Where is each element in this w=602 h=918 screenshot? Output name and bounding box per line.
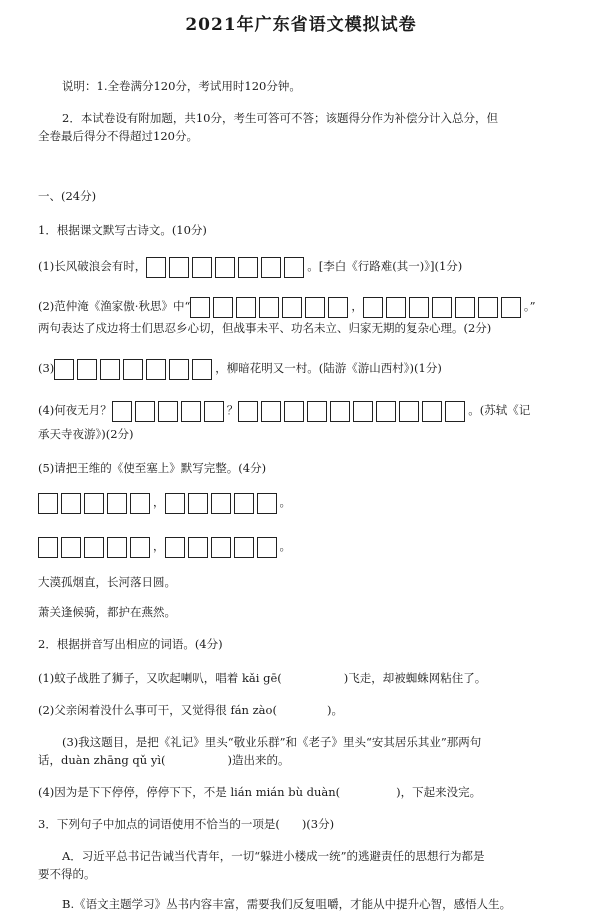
answer-boxes[interactable] [238,401,468,422]
answer-box[interactable] [84,493,104,514]
answer-box[interactable] [165,493,185,514]
answer-box[interactable] [100,359,120,380]
q1-4-middle: ？ [226,403,239,417]
period: 。 [279,495,291,509]
answer-box[interactable] [422,401,442,422]
q3-prefix: 3．下列句子中加点的词语使用不恰当的一项是( [38,817,280,831]
answer-boxes[interactable] [363,297,524,318]
answer-box[interactable] [130,493,150,514]
answer-box[interactable] [307,401,327,422]
answer-box[interactable] [238,401,258,422]
answer-box[interactable] [478,297,498,318]
q2-3-prefix: 话，duàn zhāng qǔ yì( [38,753,166,767]
answer-box[interactable] [215,257,235,278]
answer-box[interactable] [330,401,350,422]
answer-box[interactable] [328,297,348,318]
answer-box[interactable] [130,537,150,558]
answer-box[interactable] [234,493,254,514]
q2-4-prefix: (4)因为是下下停停，停停下下，不是 lián mián bù duàn( [38,785,341,799]
answer-box[interactable] [282,297,302,318]
page-title: 2021年广东省语文模拟试卷 [185,15,417,35]
answer-boxes[interactable] [190,297,351,318]
option-a-line-2: 要不得的。 [38,867,96,881]
answer-box[interactable] [236,297,256,318]
answer-box[interactable] [123,359,143,380]
answer-box[interactable] [169,257,189,278]
q1-2-suffix: 。” [523,299,536,313]
answer-box[interactable] [211,537,231,558]
answer-box[interactable] [38,493,58,514]
answer-box[interactable] [181,401,201,422]
instructions-line-1: 说明：1.全卷满分120分，考试用时120分钟。 [62,79,301,93]
q1-1-prefix: (1)长风破浪会有时， [38,259,147,273]
comma: ， [153,539,165,553]
answer-box[interactable] [188,493,208,514]
answer-box[interactable] [284,257,304,278]
answer-box[interactable] [386,297,406,318]
answer-box[interactable] [169,359,189,380]
comma: ， [153,495,165,509]
q2-4 [38,784,481,800]
poem-line-3: 大漠孤烟直，长河落日圆。 [38,575,176,589]
answer-box[interactable] [501,297,521,318]
answer-box[interactable] [353,401,373,422]
q1-3-prefix: (3) [38,361,55,375]
answer-box[interactable] [107,537,127,558]
instructions-line-2: 2．本试卷设有附加题，共10分，考生可答可不答；该题得分作为补偿分计入总分，但 [62,111,498,125]
q1-5: (5)请把王维的《使至塞上》默写完整。(4分) [38,461,267,475]
answer-box[interactable] [107,493,127,514]
answer-box[interactable] [146,257,166,278]
answer-box[interactable] [135,401,155,422]
answer-box[interactable] [213,297,233,318]
answer-box[interactable] [112,401,132,422]
q1-4-suffix: 。(苏轼《记 [468,403,531,417]
q2-2 [38,702,343,718]
q1-4-prefix: (4)何夜无月？ [38,403,112,417]
q2-4-suffix: )，下起来没完。 [396,785,482,799]
q1-2-line-2: 两句表达了戍边将士们思忍乡心切，但战事未平、功名未立、归家无期的复杂心理。(2分) [38,321,492,335]
answer-box[interactable] [146,359,166,380]
answer-box[interactable] [192,257,212,278]
answer-boxes[interactable] [146,257,307,278]
answer-box[interactable] [234,537,254,558]
q1-4-line-2: 承天寺夜游》)(2分) [38,427,134,441]
answer-box[interactable] [211,493,231,514]
option-b: B.《语文主题学习》丛书内容丰富，需要我们反复咀嚼，才能从中提升心智，感悟人生。 [62,897,512,911]
q2-3-line-1: (3)我这题目，是把《礼记》里头“敬业乐群”和《老子》里头“安其居乐其业”那两句 [62,735,482,749]
answer-box[interactable] [376,401,396,422]
answer-box[interactable] [399,401,419,422]
answer-box[interactable] [54,359,74,380]
q1-1-suffix: 。[李白《行路难(其一)》](1分) [307,259,463,273]
instructions-line-3: 全卷最后得分不得超过120分。 [38,129,198,143]
period: 。 [279,539,291,553]
q1-2-prefix: (2)范仲淹《渔家傲·秋思》中“ [38,299,191,313]
answer-box[interactable] [238,257,258,278]
option-a-line-1: A．习近平总书记告诫当代青年，一切“躲进小楼成一统”的逃避责任的思想行为都是 [62,849,485,863]
q2-3-line-2 [38,752,290,768]
answer-box[interactable] [61,537,81,558]
answer-box[interactable] [445,401,465,422]
q1-4 [38,398,530,422]
answer-box[interactable] [409,297,429,318]
answer-box[interactable] [284,401,304,422]
q1-2-middle: ， [351,299,363,313]
q1-3 [38,356,442,380]
answer-box[interactable] [257,537,277,558]
poem-line-4: 萧关逢候骑，都护在燕然。 [38,605,176,619]
answer-box[interactable] [261,257,281,278]
answer-box[interactable] [259,297,279,318]
answer-box[interactable] [190,297,210,318]
question-2-heading: 2．根据拼音写出相应的词语。(4分) [38,637,223,651]
answer-boxes[interactable] [165,493,280,514]
q2-1-prefix: (1)蚊子战胜了狮子，又吹起喇叭，唱着 kǎi gē( [38,671,282,685]
q2-1-suffix: )飞走，却被蜘蛛网粘住了。 [343,671,487,685]
answer-box[interactable] [257,493,277,514]
answer-box[interactable] [84,537,104,558]
answer-box[interactable] [61,493,81,514]
question-3-heading [38,816,334,832]
answer-box[interactable] [188,537,208,558]
answer-box[interactable] [455,297,475,318]
q2-3-suffix: )造出来的。 [227,753,290,767]
section-heading: 一、(24分) [38,189,97,203]
answer-box[interactable] [204,401,224,422]
q2-1 [38,670,486,686]
q1-1 [38,254,462,278]
answer-box[interactable] [77,359,97,380]
q1-3-suffix: ，柳暗花明又一村。(陆游《游山西村》)(1分) [215,361,442,375]
answer-boxes[interactable] [112,401,227,422]
answer-box[interactable] [38,537,58,558]
answer-box[interactable] [363,297,383,318]
answer-box[interactable] [165,537,185,558]
answer-boxes[interactable] [38,537,153,558]
answer-boxes[interactable] [165,537,280,558]
answer-box[interactable] [158,401,178,422]
q1-2 [38,294,535,318]
answer-boxes[interactable] [38,493,153,514]
question-1-heading: 1．根据课文默写古诗文。(10分) [38,223,207,237]
q2-2-prefix: (2)父亲闲着没什么事可干，又觉得很 fán zào( [38,703,277,717]
poem-line-1 [38,490,291,514]
poem-line-2 [38,534,291,558]
answer-boxes[interactable] [54,359,215,380]
q2-2-suffix: )。 [326,703,343,717]
answer-box[interactable] [192,359,212,380]
answer-box[interactable] [305,297,325,318]
answer-box[interactable] [432,297,452,318]
q3-suffix: )(3分) [301,817,335,831]
answer-box[interactable] [261,401,281,422]
